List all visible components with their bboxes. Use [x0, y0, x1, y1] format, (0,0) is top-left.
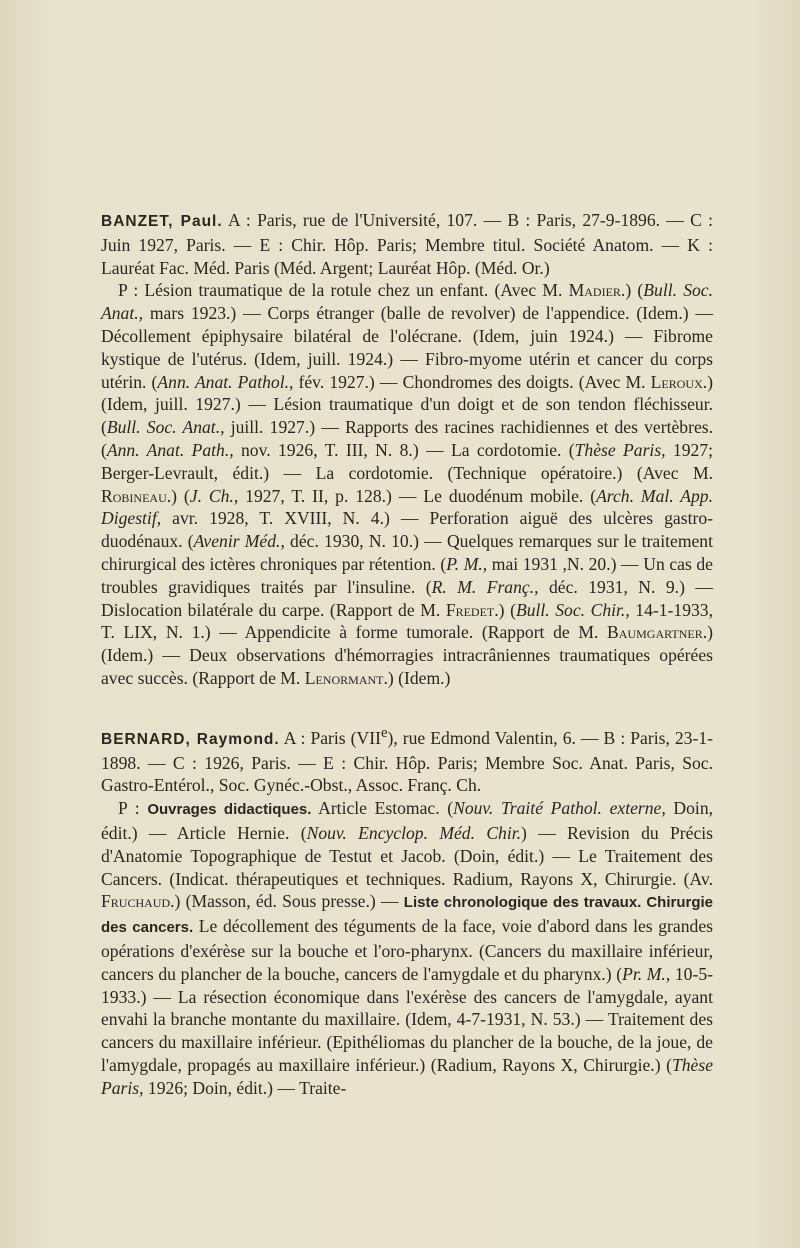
text-run: déc. 1930, N. 10.) — Quelques remarques sur le traitement chirurgical des ictères chroniques par rétention. (	[101, 531, 713, 574]
entry-bernard	[101, 722, 713, 1100]
text-run: P : Lésion traumatique de la rotule chez un enfant. (Avec M.	[118, 280, 569, 301]
text-run: 14-1-1933, T. LIX, N. 1.) — Appendicite à forme tumorale. (Rapport de M.	[101, 599, 713, 643]
text-run: juill. 1927.) — Rapports des racines rachidiennes et des vertèbres. (	[101, 417, 714, 460]
journal-citation: Bull. Soc. Anat.,	[106, 417, 225, 438]
superscript: e	[380, 725, 388, 741]
coauthor-name: Lenormant.	[304, 667, 388, 688]
journal-citation: P. M.,	[446, 553, 488, 574]
text-run: ) (	[625, 280, 644, 301]
journal-citation: J. Ch.,	[189, 485, 239, 506]
text-run: ) (	[498, 599, 516, 620]
text-run: ), rue Edmond Valentin, 6. — B : Paris, 23-1-1898. — C : 1926, Paris. — E : Chir. Hôp. Paris; Membre Soc. Anat. Paris, Soc. Gastro-Entérol., Soc. Gynéc.-Obst., Assoc. Franç. Ch.	[101, 727, 713, 796]
text-run: mars 1923.) — Corps étranger (balle de revolver) de l'appendice. (Idem.) — Décollement épiphysaire bilatéral de l'olécrane. (Idem, juin 1924.) — Fibrome kystique de l'utérus. (Idem, juill. 1924.) — Fibro-myome utérin et cancer du corps utérin. (	[101, 303, 713, 392]
journal-citation: Ann. Anat. Pathol.,	[157, 371, 294, 392]
text-run: avr. 1928, T. XVIII, N. 4.) — Perforation aiguë des ulcères gastro-duodénaux. (	[101, 508, 713, 552]
journal-citation: Pr. M.,	[622, 963, 671, 984]
journal-citation: Bull. Soc. Anat.,	[101, 280, 714, 324]
entry-banzet	[101, 209, 713, 690]
coauthor-name: Fredet.	[445, 599, 499, 620]
text-run: ) (	[171, 485, 190, 506]
publications-paragraph	[101, 797, 713, 1099]
text-run: ) (Idem.) — Deux observations d'hémorragies intracrâniennes traumatiques opérées avec succès. (Rapport de M.	[101, 622, 713, 688]
text-run: Doin, édit.) — Article Hernie. (	[101, 798, 714, 844]
journal-citation: Thèse Paris,	[574, 439, 666, 460]
coauthor-name: Madier.	[568, 280, 626, 301]
text-run: nov. 1926, T. III, N. 8.) — La cordotomie. (	[233, 439, 575, 460]
text-run: A : Paris (VII	[279, 727, 381, 748]
journal-citation: Nouv. Traité Pathol. externe,	[453, 798, 666, 819]
text-run: déc. 1931, N. 9.) — Dislocation bilatérale du carpe. (Rapport de M.	[101, 576, 713, 620]
section-heading: Ouvrages didactiques.	[147, 801, 312, 819]
journal-citation: Arch. Mal. App. Digestif,	[101, 485, 714, 529]
text-run: P :	[118, 798, 148, 819]
author-name: BANZET, Paul.	[101, 213, 223, 230]
entry-header-text: A : Paris, rue de l'Université, 107. — B : Paris, 27-9-1896. — C : Juin 1927, Paris. — E : Chir. Hôp. Paris; Membre titul. Société Anatom. — K : Lauréat Fac. Méd. Paris (Méd. Argent; Lauréat Hôp. (Méd. Or.)	[101, 210, 714, 278]
journal-citation: Bull. Soc. Chir.,	[515, 599, 630, 620]
text-run: 10-5-1933.) — La résection économique dans l'exérèse des cancers de l'amygdale, ayant envahi la branche montante du maxillaire. (Idem, 4-7-1931, N. 53.) — Traitement des cancers du maxillaire inférieur. (Epithéliomas du plancher de la bouche, de la joue, de l'amygdale, propagés au maxillaire inférieur.) (Radium, Rayons X, Chirurgie.) (	[101, 963, 713, 1076]
text-run: ) (Masson, éd. Sous presse.) —	[174, 891, 404, 912]
text-run: fév. 1927.) — Chondromes des doigts. (Avec M.	[293, 371, 651, 392]
journal-citation: Nouv. Encyclop. Méd. Chir.	[306, 823, 522, 844]
coauthor-name: Leroux.	[650, 371, 708, 392]
text-run: Article Estomac. (	[311, 798, 454, 819]
journal-citation: Thèse Paris,	[101, 1055, 713, 1098]
text-run: 1926; Doin, édit.) — Traite-	[143, 1077, 347, 1098]
text-run: 1927; Berger-Levrault, édit.) — La cordotomie. (Technique opératoire.) (Avec M.	[101, 439, 714, 483]
text-run: Le décollement des téguments de la face, voie d'abord dans les grandes opérations d'exérèse sur la bouche et l'oro-pharynx. (Cancers du maxillaire inférieur, cancers du plancher de la bouche, cancers de l'amygdale et du pharynx.) (	[101, 916, 713, 984]
text-run: mai 1931 ,N. 20.) — Un cas de troubles gravidiques traités par l'insuline. (	[101, 553, 713, 597]
author-name: BERNARD, Raymond.	[101, 730, 280, 748]
text-run: ) (Idem.)	[387, 667, 451, 688]
entry-header	[101, 209, 713, 279]
text-run: ) — Revision du Précis d'Anatomie Topographique de Testut et Jacob. (Doin, édit.) — Le Traitement des Cancers. (Indicat. thérapeutiques et techniques. Radium, Rayons X, Chirurgie. (Av.	[101, 823, 713, 889]
section-heading: Liste chronologique des travaux. Chirurgie des cancers.	[101, 894, 713, 937]
publications-paragraph	[101, 279, 713, 689]
coauthor-name: Fruchaud.	[101, 891, 175, 912]
coauthor-name: Baumgartner.	[607, 622, 708, 643]
journal-citation: Ann. Anat. Path.,	[106, 439, 234, 460]
text-run: 1927, T. II, p. 128.) — Le duodénum mobile. (	[238, 485, 597, 506]
journal-citation: R. M. Franç.,	[431, 576, 539, 597]
journal-citation: Avenir Méd.,	[193, 531, 285, 552]
coauthor-name: Robineau.	[101, 485, 172, 506]
text-run: ) (Idem, juill. 1927.) — Lésion traumatique d'un doigt et de son tendon fléchisseur. (	[101, 371, 713, 438]
entry-header	[101, 722, 713, 797]
